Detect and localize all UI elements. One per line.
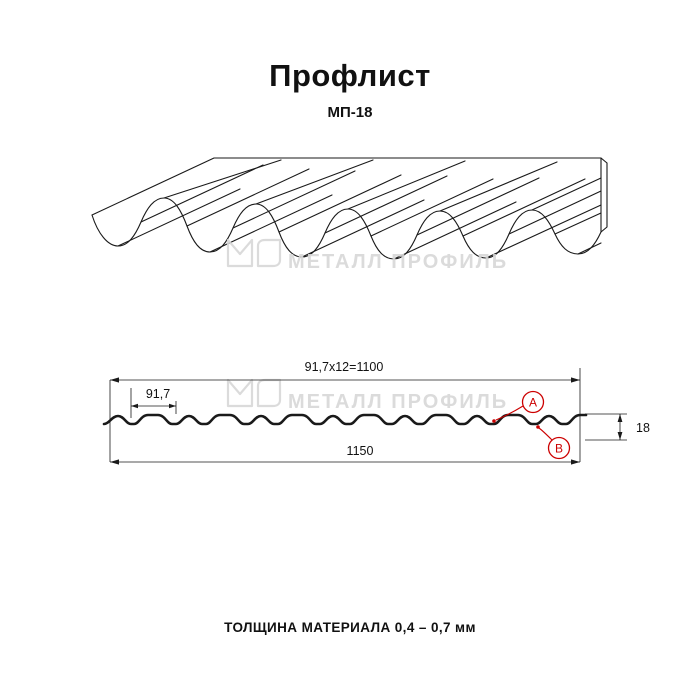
callout-b (536, 425, 569, 458)
watermark-label: МЕТАЛЛ ПРОФИЛЬ (288, 251, 509, 273)
callout-b-label: B (554, 441, 564, 456)
dimension-top-label: 91,7x12=1100 (304, 360, 384, 374)
profile-section-path (104, 415, 586, 424)
dimension-bottom-label: 1150 (346, 444, 374, 458)
dimension-height-label: 18 (636, 421, 650, 435)
svg-text:МЕТАЛЛ ПРОФИЛЬ: МЕТАЛЛ ПРОФИЛЬ (288, 391, 509, 413)
product-code: МП-18 (327, 104, 373, 121)
watermark-bottom (228, 380, 508, 413)
callout-a-label: A (528, 395, 538, 410)
page-title: Профлист (269, 58, 431, 93)
dimension-pitch-label: 91,7 (145, 387, 171, 401)
material-thickness-note: ТОЛЩИНА МАТЕРИАЛА 0,4 – 0,7 мм (224, 620, 476, 635)
